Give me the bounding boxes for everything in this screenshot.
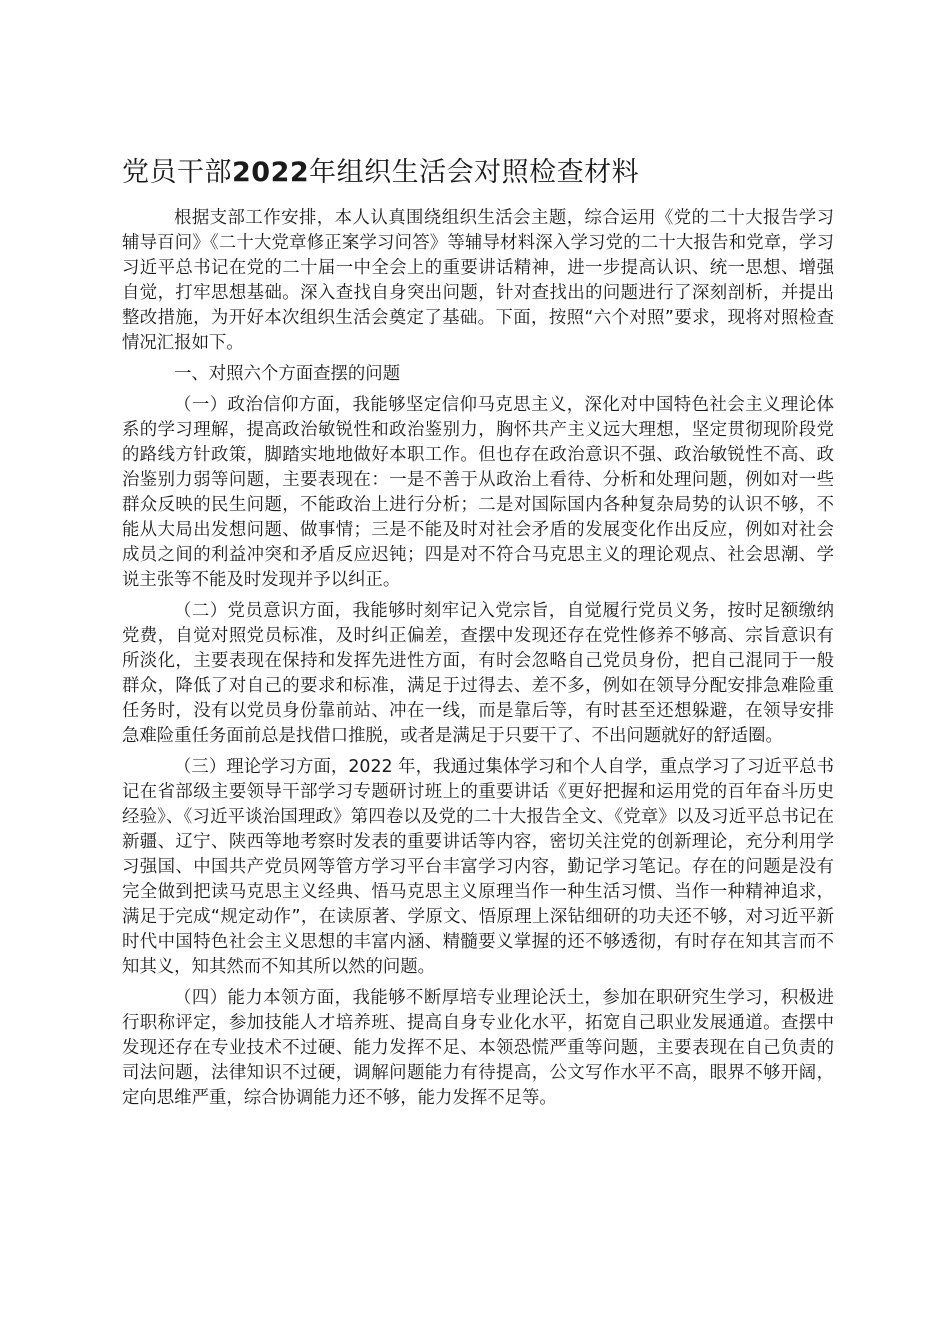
title-prefix: 党员干部 — [122, 157, 232, 188]
document-title — [122, 153, 834, 193]
section-heading: 一、对照六个方面查摆的问题 — [174, 364, 401, 384]
paragraph-theory-study: （三）理论学习方面，2022 年，我通过集体学习和个人自学，重点学习了习近平总书记在省部级主要领导干部学习专题研讨班上的重要讲话《更好把握和运用党的百年奋斗历史经验》、《习近平谈治国理政》第四卷以及党的二十大报告全文、《党章》以及习近平总书记在新疆、辽宁、陕西等地考察时发表的重要讲话等内容，密切关注党的创新理论，充分利用学习强国、中国共产党员网等管方学习平台丰富学习内容，勤记学习笔记。存在的问题是没有完全做到把读马克思主义经典、悟马克思主义原理当作一种生活习惯、当作一种精神追求，满足于完成“规定动作”，在读原著、学原文、悟原理上深钻细研的功夫还不够，对习近平新时代中国特色社会主义思想的丰富内涵、精髓要义掌握的还不够透彻，有时存在知其言而不知其义，知其然而不知其所以然的问题。 — [122, 757, 834, 977]
paragraph-party-awareness: （二）党员意识方面，我能够时刻牢记入党宗旨，自觉履行党员义务，按时足额缴纳党费，自觉对照党员标准，及时纠正偏差，查摆中发现还存在党性修养不够高、宗旨意识有所淡化，主要表现在保持和发挥先进性方面，有时会忽略自己党员身份，把自己混同于一般群众，降低了对自己的要求和标准，满足于过得去、差不多，例如在领导分配安排急难险重任务时，没有以党员身份靠前站、冲在一线，而是靠后等，有时甚至还想躲避，在领导安排急难险重任务面前总是找借口推脱，或者是满足于只要干了、不出问题就好的舒适圈。 — [122, 601, 834, 746]
paragraph-ability: （四）能力本领方面，我能够不断厚培专业理论沃土，参加在职研究生学习，积极进行职称评定，参加技能人才培养班、提高自身专业化水平，拓宽自己职业发展通道。查摆中发现还存在专业技术不过硬、能力发挥不足、本领恐慌严重等问题，主要表现在自己负责的司法问题，法律知识不过硬，调解问题能力有待提高，公文写作水平不高，眼界不够开阔，定向思维严重，综合协调能力还不够，能力发挥不足等。 — [122, 988, 834, 1108]
paragraph-political-belief: （一）政治信仰方面，我能够坚定信仰马克思主义，深化对中国特色社会主义理论体系的学习理解，提高政治敏锐性和政治鉴别力，胸怀共产主义远大理想，坚定贯彻现阶段党的路线方针政策，脚踏实地地做好本职工作。但也存在政治意识不强、政治敏锐性不高、政治鉴别力弱等问题，主要表现在：一是不善于从政治上看待、分析和处理问题，例如对一些群众反映的民生问题，不能政治上进行分析；二是对国际国内各种复杂局势的认识不够，不能从大局出发想问题、做事情；三是不能及时对社会矛盾的发展变化作出反应，例如对社会成员之间的利益冲突和矛盾反应迟钝；四是对不符合马克思主义的理论观点、社会思潮、学说主张等不能及时发现并予以纠正。 — [122, 395, 834, 590]
title-year: 2022 — [232, 157, 310, 188]
document-body — [122, 206, 834, 1117]
title-suffix: 年组织生活会对照检查材料 — [309, 157, 640, 188]
intro-paragraph: 根据支部工作安排，本人认真围绕组织生活会主题，综合运用《党的二十大报告学习辅导百问》《二十大党章修正案学习问答》等辅导材料深入学习党的二十大报告和党章，学习习近平总书记在党的二十届一中全会上的重要讲话精神，进一步提高认识、统一思想、增强自觉，打牢思想基础。深入查找自身突出问题，针对查找出的问题进行了深刻剖析，并提出整改措施，为开好本次组织生活会奠定了基础。下面，按照“六个对照”要求，现将对照检查情况汇报如下。 — [122, 208, 834, 353]
